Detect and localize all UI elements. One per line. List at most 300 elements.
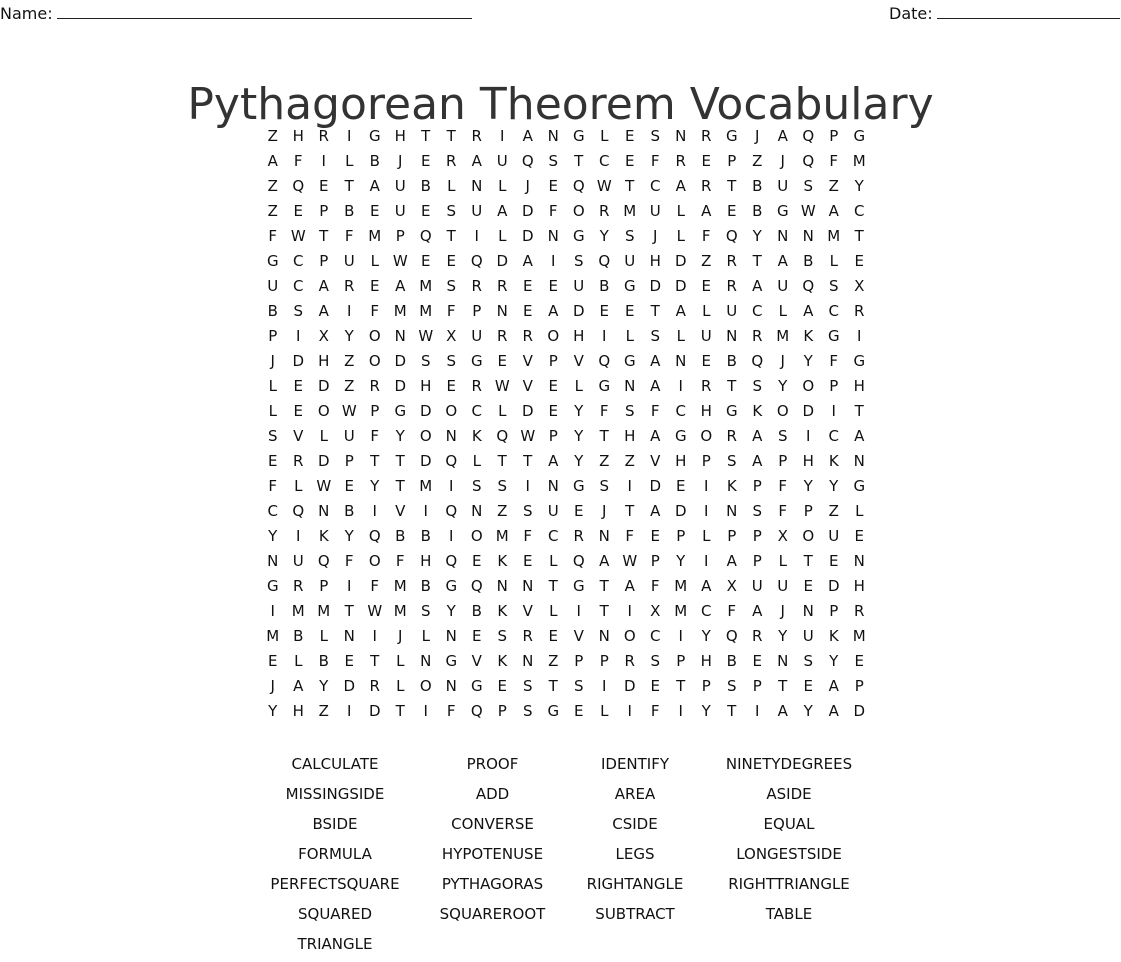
grid-letter[interactable]: E	[727, 202, 737, 220]
grid-letter[interactable]: P	[268, 327, 278, 345]
grid-letter[interactable]: E	[829, 552, 839, 570]
grid-letter[interactable]: P	[701, 677, 711, 695]
grid-letter[interactable]: Y	[854, 177, 864, 195]
grid-letter[interactable]: I	[347, 702, 352, 720]
grid-letter[interactable]: U	[777, 277, 789, 295]
grid-letter[interactable]: E	[319, 177, 329, 195]
grid-letter[interactable]: I	[627, 602, 632, 620]
grid-letter[interactable]: R	[471, 377, 482, 395]
grid-letter[interactable]: D	[394, 352, 407, 370]
grid-letter[interactable]: Z	[624, 452, 635, 470]
grid-letter[interactable]: T	[446, 227, 456, 245]
grid-letter[interactable]: B	[369, 152, 380, 170]
grid-letter[interactable]: E	[574, 702, 584, 720]
grid-letter[interactable]: G	[853, 352, 866, 370]
grid-letter[interactable]: R	[293, 452, 304, 470]
grid-letter[interactable]: T	[676, 677, 686, 695]
grid-letter[interactable]: A	[548, 452, 559, 470]
grid-letter[interactable]: Q	[802, 277, 815, 295]
grid-letter[interactable]: I	[372, 627, 377, 645]
grid-letter[interactable]: E	[854, 652, 864, 670]
grid-letter[interactable]: M	[419, 277, 433, 295]
grid-letter[interactable]: Y	[701, 627, 711, 645]
date-blank-line[interactable]	[937, 2, 1120, 19]
grid-letter[interactable]: P	[548, 427, 558, 445]
grid-letter[interactable]: Y	[599, 227, 609, 245]
grid-letter[interactable]: E	[370, 202, 380, 220]
grid-letter[interactable]: P	[701, 452, 711, 470]
grid-letter[interactable]: T	[370, 452, 380, 470]
grid-letter[interactable]: G	[470, 352, 483, 370]
grid-letter[interactable]: F	[625, 527, 635, 545]
grid-letter[interactable]: F	[523, 527, 533, 545]
grid-letter[interactable]: F	[370, 302, 380, 320]
grid-letter[interactable]: P	[676, 652, 686, 670]
grid-letter[interactable]: Q	[521, 152, 534, 170]
grid-letter[interactable]: E	[523, 302, 533, 320]
grid-letter[interactable]: I	[372, 502, 377, 520]
grid-letter[interactable]: H	[802, 452, 814, 470]
grid-letter[interactable]: I	[474, 227, 479, 245]
grid-letter[interactable]: E	[497, 677, 507, 695]
grid-letter[interactable]: Y	[344, 327, 354, 345]
grid-letter[interactable]: Y	[268, 702, 278, 720]
grid-letter[interactable]: P	[599, 652, 609, 670]
grid-letter[interactable]: Q	[445, 452, 458, 470]
grid-letter[interactable]: R	[344, 277, 355, 295]
grid-letter[interactable]: E	[293, 377, 303, 395]
grid-letter[interactable]: E	[599, 302, 609, 320]
grid-letter[interactable]: N	[598, 527, 610, 545]
grid-letter[interactable]: N	[802, 227, 814, 245]
grid-letter[interactable]: T	[854, 402, 864, 420]
grid-letter[interactable]: F	[599, 402, 609, 420]
grid-letter[interactable]: I	[627, 702, 632, 720]
grid-letter[interactable]: L	[345, 152, 354, 170]
grid-letter[interactable]: T	[421, 127, 431, 145]
grid-letter[interactable]: L	[625, 327, 634, 345]
grid-letter[interactable]: S	[599, 477, 610, 495]
grid-letter[interactable]: L	[319, 627, 328, 645]
grid-letter[interactable]: E	[421, 152, 431, 170]
grid-letter[interactable]: A	[803, 302, 814, 320]
grid-letter[interactable]: T	[854, 227, 864, 245]
grid-letter[interactable]: I	[755, 702, 760, 720]
grid-letter[interactable]: G	[547, 702, 560, 720]
grid-letter[interactable]: Z	[267, 177, 278, 195]
grid-letter[interactable]: B	[267, 302, 278, 320]
grid-letter[interactable]: D	[649, 477, 662, 495]
grid-letter[interactable]: B	[803, 252, 814, 270]
grid-letter[interactable]: N	[445, 427, 457, 445]
grid-letter[interactable]: U	[751, 577, 763, 595]
grid-letter[interactable]: A	[701, 202, 712, 220]
grid-letter[interactable]: L	[447, 177, 456, 195]
grid-letter[interactable]: G	[572, 577, 585, 595]
grid-letter[interactable]: A	[267, 152, 278, 170]
grid-letter[interactable]: P	[778, 452, 788, 470]
grid-letter[interactable]: X	[318, 327, 329, 345]
grid-letter[interactable]: D	[419, 402, 432, 420]
grid-letter[interactable]: Q	[572, 552, 585, 570]
grid-letter[interactable]: R	[497, 277, 508, 295]
grid-letter[interactable]: J	[398, 627, 403, 645]
grid-letter[interactable]: T	[599, 577, 609, 595]
grid-letter[interactable]: M	[852, 152, 866, 170]
grid-letter[interactable]: M	[419, 302, 433, 320]
grid-letter[interactable]: H	[573, 327, 585, 345]
grid-letter[interactable]: L	[396, 652, 405, 670]
grid-letter[interactable]: I	[449, 527, 454, 545]
grid-letter[interactable]: X	[446, 327, 457, 345]
grid-letter[interactable]: F	[344, 552, 354, 570]
grid-letter[interactable]: E	[268, 452, 278, 470]
grid-letter[interactable]: I	[347, 127, 352, 145]
grid-letter[interactable]: M	[393, 602, 407, 620]
grid-letter[interactable]: H	[853, 577, 865, 595]
grid-letter[interactable]: I	[678, 627, 683, 645]
grid-letter[interactable]: O	[419, 427, 432, 445]
grid-letter[interactable]: K	[726, 477, 737, 495]
grid-letter[interactable]: R	[522, 627, 533, 645]
grid-letter[interactable]: L	[600, 127, 609, 145]
grid-letter[interactable]: I	[423, 502, 428, 520]
grid-letter[interactable]: D	[292, 352, 305, 370]
grid-letter[interactable]: F	[727, 602, 737, 620]
grid-letter[interactable]: U	[777, 177, 789, 195]
grid-letter[interactable]: E	[472, 627, 482, 645]
grid-letter[interactable]: I	[627, 477, 632, 495]
grid-letter[interactable]: I	[449, 477, 454, 495]
grid-letter[interactable]: X	[650, 602, 661, 620]
grid-letter[interactable]: P	[829, 127, 839, 145]
grid-letter[interactable]: E	[854, 252, 864, 270]
grid-letter[interactable]: Q	[470, 577, 483, 595]
grid-letter[interactable]: I	[704, 477, 709, 495]
grid-letter[interactable]: P	[395, 227, 405, 245]
grid-letter[interactable]: T	[548, 577, 558, 595]
grid-letter[interactable]: Q	[496, 427, 509, 445]
grid-letter[interactable]: R	[471, 127, 482, 145]
grid-letter[interactable]: Y	[370, 477, 380, 495]
grid-letter[interactable]: H	[853, 377, 865, 395]
grid-letter[interactable]: A	[650, 502, 661, 520]
grid-letter[interactable]: Y	[752, 227, 762, 245]
grid-letter[interactable]: P	[319, 252, 329, 270]
grid-letter[interactable]: S	[446, 202, 457, 220]
grid-letter[interactable]: T	[727, 702, 737, 720]
grid-letter[interactable]: D	[317, 452, 330, 470]
grid-letter[interactable]: C	[854, 202, 865, 220]
grid-letter[interactable]: H	[700, 652, 712, 670]
grid-letter[interactable]: A	[471, 152, 482, 170]
grid-letter[interactable]: S	[420, 352, 431, 370]
grid-letter[interactable]: G	[827, 327, 840, 345]
grid-letter[interactable]: T	[548, 677, 558, 695]
grid-letter[interactable]: E	[574, 502, 584, 520]
grid-letter[interactable]: E	[523, 552, 533, 570]
grid-letter[interactable]: P	[370, 402, 380, 420]
grid-letter[interactable]: S	[267, 427, 278, 445]
grid-letter[interactable]: H	[394, 127, 406, 145]
grid-letter[interactable]: Y	[319, 677, 329, 695]
grid-letter[interactable]: D	[419, 452, 432, 470]
grid-letter[interactable]: R	[726, 252, 737, 270]
grid-letter[interactable]: U	[777, 577, 789, 595]
grid-letter[interactable]: W	[622, 552, 638, 570]
grid-letter[interactable]: R	[293, 577, 304, 595]
grid-letter[interactable]: V	[522, 352, 533, 370]
grid-letter[interactable]: G	[445, 652, 458, 670]
grid-letter[interactable]: Q	[445, 552, 458, 570]
grid-letter[interactable]: E	[548, 402, 558, 420]
grid-letter[interactable]: L	[498, 402, 507, 420]
grid-letter[interactable]: E	[803, 577, 813, 595]
grid-letter[interactable]: A	[548, 302, 559, 320]
grid-letter[interactable]: J	[755, 127, 760, 145]
grid-letter[interactable]: O	[547, 327, 560, 345]
grid-letter[interactable]: U	[292, 552, 304, 570]
grid-letter[interactable]: P	[803, 502, 813, 520]
grid-letter[interactable]: V	[395, 502, 406, 520]
grid-letter[interactable]: L	[574, 377, 583, 395]
grid-letter[interactable]: J	[780, 602, 785, 620]
grid-letter[interactable]: R	[573, 527, 584, 545]
grid-letter[interactable]: S	[573, 252, 584, 270]
grid-letter[interactable]: E	[523, 277, 533, 295]
grid-letter[interactable]: W	[494, 377, 510, 395]
grid-letter[interactable]: C	[548, 527, 559, 545]
grid-letter[interactable]: D	[827, 577, 840, 595]
grid-letter[interactable]: L	[676, 202, 685, 220]
grid-letter[interactable]: P	[650, 552, 660, 570]
grid-letter[interactable]: T	[625, 177, 635, 195]
grid-letter[interactable]: S	[650, 327, 661, 345]
grid-letter[interactable]: P	[497, 702, 507, 720]
grid-letter[interactable]: M	[393, 577, 407, 595]
grid-letter[interactable]: E	[803, 677, 813, 695]
grid-letter[interactable]: I	[704, 502, 709, 520]
grid-letter[interactable]: S	[522, 702, 533, 720]
grid-letter[interactable]: Y	[778, 627, 788, 645]
grid-letter[interactable]: B	[318, 652, 329, 670]
grid-letter[interactable]: E	[625, 127, 635, 145]
grid-letter[interactable]: E	[548, 277, 558, 295]
grid-letter[interactable]: S	[726, 677, 737, 695]
grid-letter[interactable]: C	[701, 602, 712, 620]
grid-letter[interactable]: I	[347, 577, 352, 595]
grid-letter[interactable]: P	[752, 552, 762, 570]
grid-letter[interactable]: L	[702, 302, 711, 320]
grid-letter[interactable]: R	[369, 677, 380, 695]
grid-letter[interactable]: F	[293, 152, 303, 170]
grid-letter[interactable]: O	[368, 552, 381, 570]
grid-letter[interactable]: L	[396, 677, 405, 695]
grid-letter[interactable]: Z	[267, 202, 278, 220]
grid-letter[interactable]: J	[270, 677, 275, 695]
grid-letter[interactable]: N	[726, 327, 738, 345]
grid-letter[interactable]: C	[267, 502, 278, 520]
grid-letter[interactable]: V	[522, 602, 533, 620]
grid-letter[interactable]: V	[573, 627, 584, 645]
grid-letter[interactable]: E	[446, 377, 456, 395]
grid-letter[interactable]: U	[573, 277, 585, 295]
grid-letter[interactable]: E	[497, 352, 507, 370]
grid-letter[interactable]: U	[624, 252, 636, 270]
grid-letter[interactable]: N	[547, 477, 559, 495]
grid-letter[interactable]: Y	[829, 652, 839, 670]
name-field[interactable]	[0, 2, 472, 25]
grid-letter[interactable]: N	[471, 502, 483, 520]
grid-letter[interactable]: G	[266, 252, 279, 270]
grid-letter[interactable]: H	[420, 377, 432, 395]
grid-letter[interactable]: J	[525, 177, 530, 195]
grid-letter[interactable]: K	[318, 527, 329, 545]
grid-letter[interactable]: B	[344, 202, 355, 220]
grid-letter[interactable]: T	[599, 602, 609, 620]
grid-letter[interactable]: D	[674, 252, 687, 270]
grid-letter[interactable]: F	[650, 402, 660, 420]
grid-letter[interactable]: Z	[344, 377, 355, 395]
grid-letter[interactable]: L	[676, 327, 685, 345]
grid-letter[interactable]: V	[471, 652, 482, 670]
grid-letter[interactable]: N	[777, 227, 789, 245]
grid-letter[interactable]: J	[602, 502, 607, 520]
grid-letter[interactable]: A	[395, 277, 406, 295]
grid-letter[interactable]: S	[573, 677, 584, 695]
grid-letter[interactable]: P	[472, 302, 482, 320]
grid-letter[interactable]: B	[752, 202, 763, 220]
grid-letter[interactable]: O	[802, 377, 815, 395]
grid-letter[interactable]: E	[293, 202, 303, 220]
grid-letter[interactable]: M	[266, 627, 280, 645]
grid-letter[interactable]: M	[495, 527, 509, 545]
grid-letter[interactable]: T	[574, 152, 584, 170]
grid-letter[interactable]: P	[752, 477, 762, 495]
grid-letter[interactable]: N	[496, 302, 508, 320]
grid-letter[interactable]: I	[704, 552, 709, 570]
grid-letter[interactable]: N	[624, 377, 636, 395]
grid-letter[interactable]: J	[398, 152, 403, 170]
grid-letter[interactable]: N	[675, 352, 687, 370]
grid-letter[interactable]: L	[472, 452, 481, 470]
grid-letter[interactable]: N	[445, 677, 457, 695]
grid-letter[interactable]: Q	[598, 352, 611, 370]
grid-letter[interactable]: N	[675, 127, 687, 145]
grid-letter[interactable]: I	[678, 702, 683, 720]
grid-letter[interactable]: B	[726, 652, 737, 670]
grid-letter[interactable]: H	[292, 127, 304, 145]
grid-letter[interactable]: U	[394, 202, 406, 220]
grid-letter[interactable]: R	[854, 302, 865, 320]
grid-letter[interactable]: P	[727, 527, 737, 545]
grid-letter[interactable]: P	[727, 152, 737, 170]
grid-letter[interactable]: S	[548, 152, 559, 170]
grid-letter[interactable]: A	[726, 552, 737, 570]
grid-letter[interactable]: B	[395, 527, 406, 545]
grid-letter[interactable]: W	[316, 477, 332, 495]
grid-letter[interactable]: I	[602, 677, 607, 695]
grid-letter[interactable]: G	[674, 427, 687, 445]
grid-letter[interactable]: S	[522, 677, 533, 695]
grid-letter[interactable]: L	[370, 252, 379, 270]
grid-letter[interactable]: M	[674, 602, 688, 620]
grid-letter[interactable]: Z	[344, 352, 355, 370]
grid-letter[interactable]: A	[650, 427, 661, 445]
grid-letter[interactable]: O	[700, 427, 713, 445]
grid-letter[interactable]: X	[726, 577, 737, 595]
grid-letter[interactable]: F	[701, 227, 711, 245]
grid-letter[interactable]: M	[368, 227, 382, 245]
grid-letter[interactable]: T	[370, 652, 380, 670]
grid-letter[interactable]: D	[853, 702, 866, 720]
grid-letter[interactable]: S	[803, 177, 814, 195]
grid-letter[interactable]: I	[602, 327, 607, 345]
grid-letter[interactable]: S	[420, 602, 431, 620]
grid-letter[interactable]: S	[803, 652, 814, 670]
grid-letter[interactable]: T	[752, 252, 762, 270]
grid-letter[interactable]: E	[650, 527, 660, 545]
grid-letter[interactable]: S	[650, 127, 661, 145]
grid-letter[interactable]: I	[806, 427, 811, 445]
grid-letter[interactable]: Q	[725, 227, 738, 245]
grid-letter[interactable]: U	[343, 252, 355, 270]
grid-letter[interactable]: G	[266, 577, 279, 595]
grid-letter[interactable]: H	[649, 252, 661, 270]
grid-letter[interactable]: E	[650, 677, 660, 695]
grid-letter[interactable]: R	[726, 427, 737, 445]
grid-letter[interactable]: L	[498, 177, 507, 195]
grid-letter[interactable]: I	[576, 602, 581, 620]
grid-letter[interactable]: P	[319, 202, 329, 220]
grid-letter[interactable]: D	[343, 677, 356, 695]
grid-letter[interactable]: X	[777, 527, 788, 545]
grid-letter[interactable]: V	[293, 427, 304, 445]
grid-letter[interactable]: N	[853, 552, 865, 570]
grid-letter[interactable]: S	[726, 452, 737, 470]
grid-letter[interactable]: Q	[292, 502, 305, 520]
grid-letter[interactable]: F	[268, 227, 278, 245]
grid-letter[interactable]: F	[548, 202, 558, 220]
grid-letter[interactable]: N	[343, 627, 355, 645]
grid-letter[interactable]: D	[572, 302, 585, 320]
grid-letter[interactable]: P	[574, 652, 584, 670]
grid-letter[interactable]: G	[725, 127, 738, 145]
grid-letter[interactable]: L	[549, 602, 558, 620]
grid-letter[interactable]: I	[525, 477, 530, 495]
grid-letter[interactable]: K	[752, 402, 763, 420]
grid-letter[interactable]: D	[368, 702, 381, 720]
grid-letter[interactable]: Q	[445, 502, 458, 520]
grid-letter[interactable]: T	[727, 377, 737, 395]
grid-letter[interactable]: N	[496, 577, 508, 595]
grid-letter[interactable]: I	[270, 602, 275, 620]
grid-letter[interactable]: N	[547, 227, 559, 245]
grid-letter[interactable]: C	[293, 277, 304, 295]
grid-letter[interactable]: Z	[752, 152, 763, 170]
grid-letter[interactable]: K	[803, 327, 814, 345]
grid-letter[interactable]: N	[318, 502, 330, 520]
grid-letter[interactable]: D	[802, 402, 815, 420]
grid-letter[interactable]: H	[624, 427, 636, 445]
grid-letter[interactable]: I	[347, 302, 352, 320]
grid-letter[interactable]: A	[777, 127, 788, 145]
grid-letter[interactable]: D	[394, 377, 407, 395]
grid-letter[interactable]: C	[599, 152, 610, 170]
grid-letter[interactable]: L	[549, 552, 558, 570]
grid-letter[interactable]: D	[521, 227, 534, 245]
grid-letter[interactable]: O	[623, 627, 636, 645]
